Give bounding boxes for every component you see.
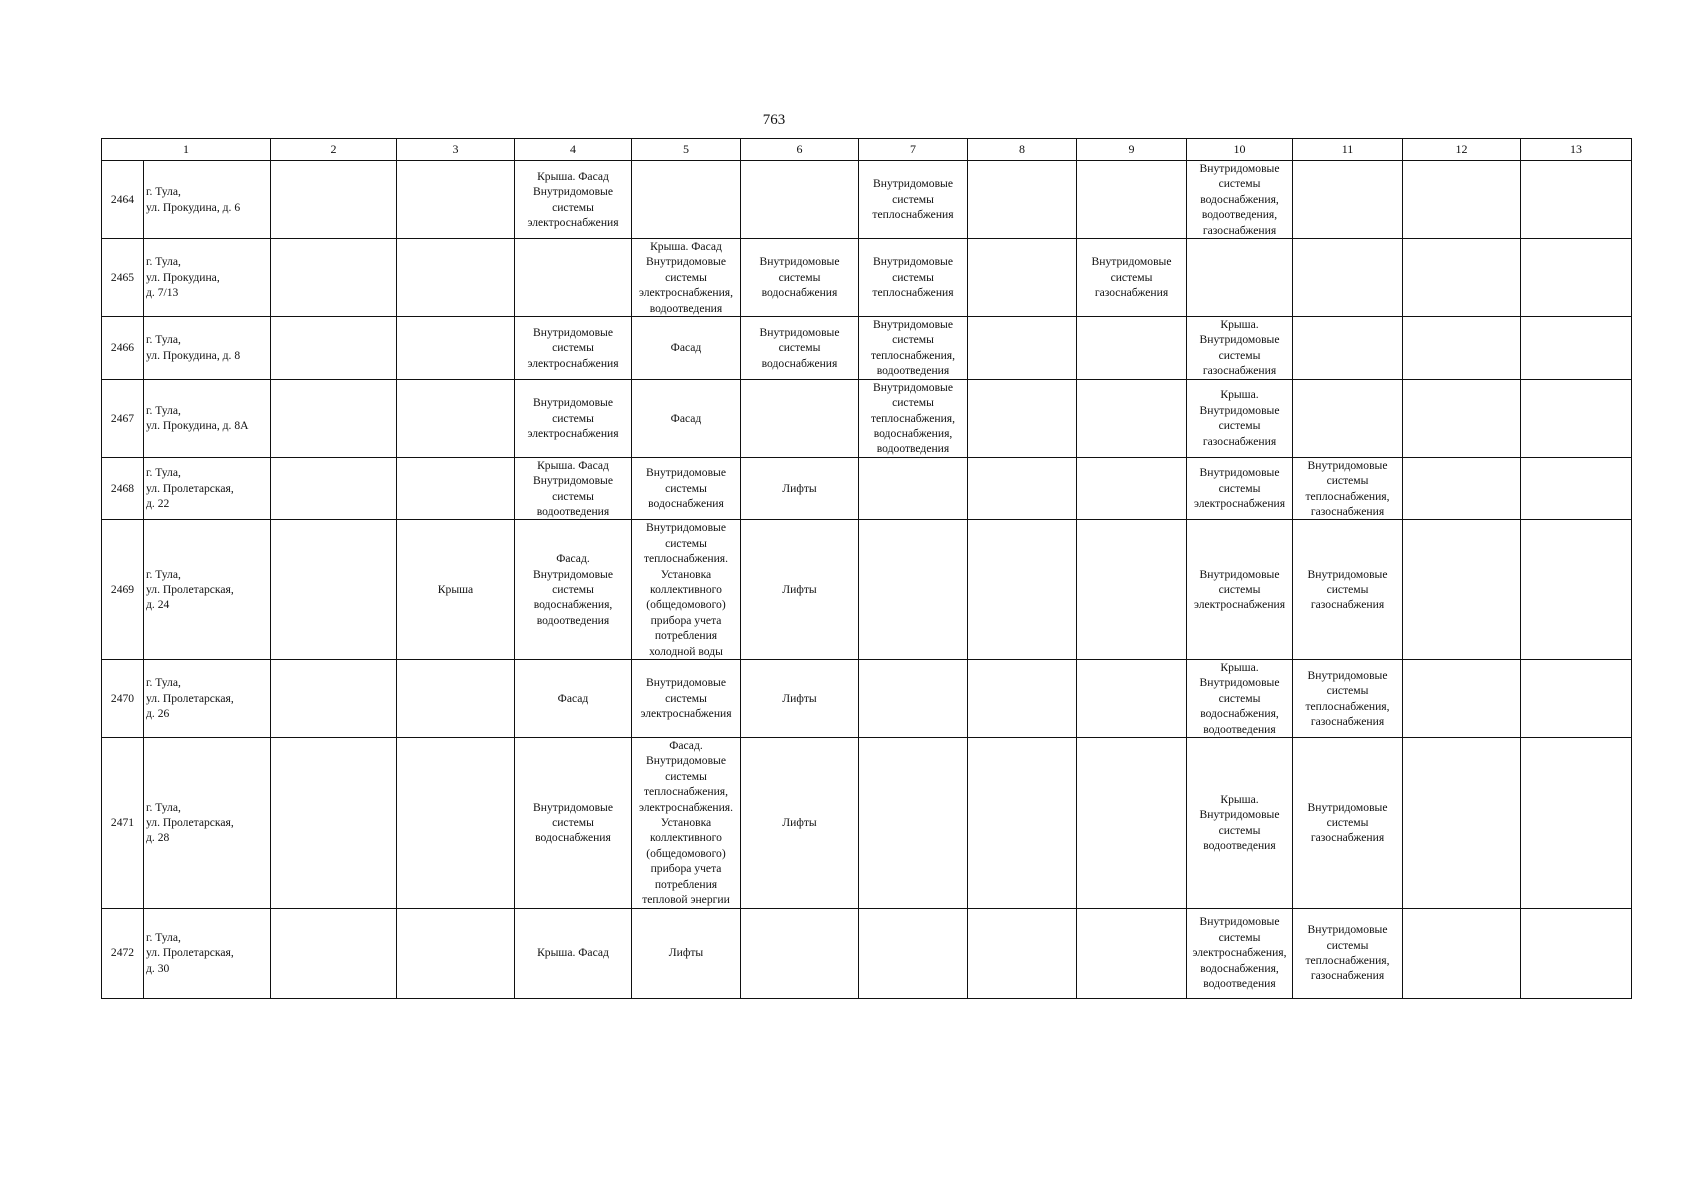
cell-col-6: [741, 379, 859, 457]
cell-col-5: Лифты: [632, 908, 741, 998]
cell-col-11: [1293, 161, 1403, 239]
cell-col-2: [271, 317, 397, 380]
table-row: [102, 908, 1632, 998]
row-number: 2465: [102, 239, 144, 317]
cell-col-9: [1077, 379, 1187, 457]
row-number: 2466: [102, 317, 144, 380]
cell-col-12: [1403, 161, 1521, 239]
cell-col-7: Внутридомовые системы теплоснабжения: [859, 239, 968, 317]
cell-col-6: Лифты: [741, 520, 859, 660]
cell-col-8: [968, 660, 1077, 738]
column-header: 3: [397, 139, 515, 161]
cell-col-9: [1077, 161, 1187, 239]
column-header: 6: [741, 139, 859, 161]
cell-col-8: [968, 457, 1077, 520]
cell-col-13: [1521, 660, 1632, 738]
cell-col-9: [1077, 738, 1187, 908]
row-number: 2467: [102, 379, 144, 457]
cell-col-4: [515, 239, 632, 317]
cell-col-9: [1077, 660, 1187, 738]
cell-col-11: [1293, 379, 1403, 457]
column-header: 1: [102, 139, 271, 161]
table-header: [102, 139, 1632, 161]
cell-col-10: Внутридомовые системы электроснабжения: [1187, 457, 1293, 520]
cell-col-11: [1293, 317, 1403, 380]
address-cell: г. Тула, ул. Прокудина, д. 7/13: [144, 239, 271, 317]
cell-col-10: Внутридомовые системы электроснабжения, водоснабжения, водоотведения: [1187, 908, 1293, 998]
cell-col-4: Крыша. Фасад: [515, 908, 632, 998]
address-cell: г. Тула, ул. Пролетарская, д. 30: [144, 908, 271, 998]
cell-col-8: [968, 317, 1077, 380]
cell-col-12: [1403, 317, 1521, 380]
cell-col-11: Внутридомовые системы теплоснабжения, газоснабжения: [1293, 908, 1403, 998]
cell-col-10: Внутридомовые системы водоснабжения, водоотведения, газоснабжения: [1187, 161, 1293, 239]
cell-col-2: [271, 660, 397, 738]
cell-col-9: [1077, 317, 1187, 380]
column-header: 7: [859, 139, 968, 161]
cell-col-6: Лифты: [741, 738, 859, 908]
cell-col-8: [968, 161, 1077, 239]
table-row: [102, 379, 1632, 457]
cell-col-7: [859, 660, 968, 738]
cell-col-12: [1403, 379, 1521, 457]
address-cell: г. Тула, ул. Прокудина, д. 6: [144, 161, 271, 239]
cell-col-10: Внутридомовые системы электроснабжения: [1187, 520, 1293, 660]
cell-col-13: [1521, 908, 1632, 998]
cell-col-11: Внутридомовые системы газоснабжения: [1293, 520, 1403, 660]
cell-col-13: [1521, 161, 1632, 239]
cell-col-13: [1521, 239, 1632, 317]
cell-col-8: [968, 379, 1077, 457]
cell-col-10: Крыша. Внутридомовые системы газоснабжения: [1187, 317, 1293, 380]
row-number: 2469: [102, 520, 144, 660]
cell-col-5: Крыша. Фасад Внутридомовые системы электроснабжения, водоотведения: [632, 239, 741, 317]
registry-table: [101, 138, 1632, 999]
cell-col-12: [1403, 239, 1521, 317]
cell-col-12: [1403, 457, 1521, 520]
cell-col-8: [968, 908, 1077, 998]
cell-col-6: [741, 161, 859, 239]
cell-col-3: [397, 660, 515, 738]
cell-col-11: [1293, 239, 1403, 317]
address-cell: г. Тула, ул. Прокудина, д. 8А: [144, 379, 271, 457]
column-header: 5: [632, 139, 741, 161]
cell-col-5: Фасад. Внутридомовые системы теплоснабжения, электроснабжения. Установка коллективного (общедомового) прибора учета потребления тепловой энергии: [632, 738, 741, 908]
column-header: 9: [1077, 139, 1187, 161]
address-cell: г. Тула, ул. Пролетарская, д. 28: [144, 738, 271, 908]
table-row: [102, 660, 1632, 738]
cell-col-10: Крыша. Внутридомовые системы газоснабжения: [1187, 379, 1293, 457]
cell-col-3: [397, 457, 515, 520]
column-header: 2: [271, 139, 397, 161]
cell-col-7: [859, 738, 968, 908]
cell-col-9: [1077, 520, 1187, 660]
table-body: [102, 161, 1632, 999]
cell-col-7: [859, 908, 968, 998]
address-cell: г. Тула, ул. Пролетарская, д. 26: [144, 660, 271, 738]
row-number: 2471: [102, 738, 144, 908]
cell-col-5: Внутридомовые системы электроснабжения: [632, 660, 741, 738]
cell-col-2: [271, 161, 397, 239]
table-row: [102, 161, 1632, 239]
cell-col-2: [271, 379, 397, 457]
cell-col-5: Фасад: [632, 317, 741, 380]
column-header: 8: [968, 139, 1077, 161]
cell-col-2: [271, 239, 397, 317]
table-row: [102, 738, 1632, 908]
address-cell: г. Тула, ул. Пролетарская, д. 22: [144, 457, 271, 520]
cell-col-7: Внутридомовые системы теплоснабжения: [859, 161, 968, 239]
column-header: 12: [1403, 139, 1521, 161]
cell-col-13: [1521, 738, 1632, 908]
cell-col-5: Внутридомовые системы теплоснабжения. Установка коллективного (общедомового) прибора учета потребления холодной воды: [632, 520, 741, 660]
cell-col-2: [271, 520, 397, 660]
cell-col-3: [397, 317, 515, 380]
cell-col-8: [968, 738, 1077, 908]
cell-col-6: Лифты: [741, 660, 859, 738]
cell-col-5: Фасад: [632, 379, 741, 457]
row-number: 2470: [102, 660, 144, 738]
cell-col-7: [859, 457, 968, 520]
table-row: [102, 317, 1632, 380]
cell-col-9: Внутридомовые системы газоснабжения: [1077, 239, 1187, 317]
table-row: [102, 239, 1632, 317]
cell-col-13: [1521, 379, 1632, 457]
cell-col-10: Крыша. Внутридомовые системы водоотведения: [1187, 738, 1293, 908]
cell-col-12: [1403, 660, 1521, 738]
address-cell: г. Тула, ул. Пролетарская, д. 24: [144, 520, 271, 660]
cell-col-3: [397, 379, 515, 457]
cell-col-3: [397, 738, 515, 908]
cell-col-7: Внутридомовые системы теплоснабжения, водоснабжения, водоотведения: [859, 379, 968, 457]
cell-col-2: [271, 457, 397, 520]
row-number: 2464: [102, 161, 144, 239]
header-row: [102, 139, 1632, 161]
cell-col-4: Внутридомовые системы водоснабжения: [515, 738, 632, 908]
cell-col-6: Внутридомовые системы водоснабжения: [741, 239, 859, 317]
cell-col-5: Внутридомовые системы водоснабжения: [632, 457, 741, 520]
cell-col-6: Лифты: [741, 457, 859, 520]
cell-col-8: [968, 239, 1077, 317]
table-row: [102, 457, 1632, 520]
column-header: 11: [1293, 139, 1403, 161]
cell-col-9: [1077, 457, 1187, 520]
row-number: 2468: [102, 457, 144, 520]
column-header: 13: [1521, 139, 1632, 161]
cell-col-4: Фасад: [515, 660, 632, 738]
cell-col-11: Внутридомовые системы газоснабжения: [1293, 738, 1403, 908]
cell-col-6: [741, 908, 859, 998]
cell-col-7: [859, 520, 968, 660]
cell-col-4: Внутридомовые системы электроснабжения: [515, 379, 632, 457]
cell-col-12: [1403, 908, 1521, 998]
cell-col-4: Крыша. Фасад Внутридомовые системы водоотведения: [515, 457, 632, 520]
cell-col-3: [397, 161, 515, 239]
cell-col-13: [1521, 457, 1632, 520]
cell-col-9: [1077, 908, 1187, 998]
cell-col-3: [397, 908, 515, 998]
cell-col-8: [968, 520, 1077, 660]
cell-col-7: Внутридомовые системы теплоснабжения, водоотведения: [859, 317, 968, 380]
cell-col-4: Внутридомовые системы электроснабжения: [515, 317, 632, 380]
cell-col-4: Фасад. Внутридомовые системы водоснабжения, водоотведения: [515, 520, 632, 660]
cell-col-12: [1403, 520, 1521, 660]
address-cell: г. Тула, ул. Прокудина, д. 8: [144, 317, 271, 380]
column-header: 4: [515, 139, 632, 161]
cell-col-2: [271, 738, 397, 908]
cell-col-5: [632, 161, 741, 239]
cell-col-3: Крыша: [397, 520, 515, 660]
cell-col-4: Крыша. Фасад Внутридомовые системы электроснабжения: [515, 161, 632, 239]
cell-col-2: [271, 908, 397, 998]
cell-col-10: [1187, 239, 1293, 317]
cell-col-6: Внутридомовые системы водоснабжения: [741, 317, 859, 380]
column-header: 10: [1187, 139, 1293, 161]
cell-col-11: Внутридомовые системы теплоснабжения, газоснабжения: [1293, 660, 1403, 738]
cell-col-3: [397, 239, 515, 317]
cell-col-12: [1403, 738, 1521, 908]
cell-col-11: Внутридомовые системы теплоснабжения, газоснабжения: [1293, 457, 1403, 520]
page-number: 763: [762, 112, 786, 128]
cell-col-10: Крыша. Внутридомовые системы водоснабжения, водоотведения: [1187, 660, 1293, 738]
table-row: [102, 520, 1632, 660]
row-number: 2472: [102, 908, 144, 998]
cell-col-13: [1521, 520, 1632, 660]
cell-col-13: [1521, 317, 1632, 380]
